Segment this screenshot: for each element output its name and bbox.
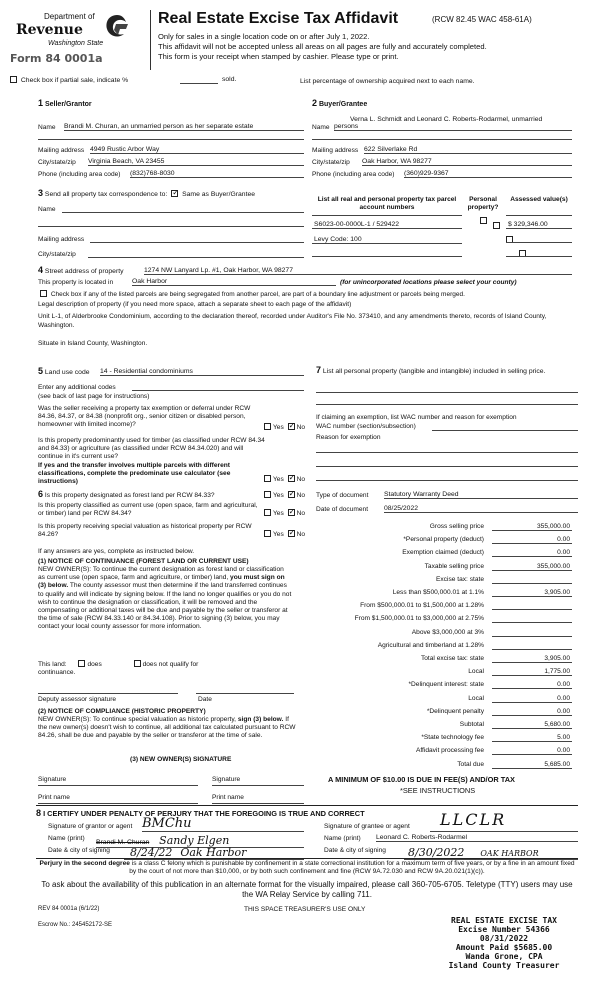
section5-num: 5 xyxy=(38,366,44,376)
grantor-date-label: Date & city of signing xyxy=(48,847,110,854)
partial-sale-percent-field[interactable] xyxy=(180,83,218,84)
new-owner-sig-field-1[interactable] xyxy=(38,785,198,786)
does-not-checkbox[interactable] xyxy=(134,660,141,667)
seller-mailing-label: Mailing address xyxy=(38,147,85,154)
tax-row-value[interactable]: 0.00 xyxy=(492,747,572,755)
current-use-yes-no xyxy=(262,509,305,517)
situate-text[interactable]: Situate in Island County, Washington. xyxy=(38,340,148,347)
doc-date-label: Date of document xyxy=(316,506,369,513)
new-owner-print-label-1: Print name xyxy=(38,794,70,801)
segregated-checkbox[interactable] xyxy=(40,290,47,297)
tax-row-label: Total due xyxy=(457,760,484,768)
tax-row xyxy=(318,734,572,745)
located-in-note: (for unincorporated locations please select your county) xyxy=(340,279,517,286)
seller-name-line2 xyxy=(38,139,304,140)
historic-question: Is this property receiving special valuation as historical property per RCW 84.26? xyxy=(38,523,252,539)
notice-compliance-title: (2) NOTICE OF COMPLIANCE (HISTORIC PROPERTY) xyxy=(38,708,206,715)
forest-no-label: No xyxy=(296,492,306,499)
dept-line3: Washington State xyxy=(48,40,104,47)
section6-num: 6 xyxy=(38,489,44,499)
tax-row xyxy=(318,576,572,587)
additional-codes-note: (see back of last page for instructions) xyxy=(38,393,150,400)
grantor-city: Oak Harbor xyxy=(180,846,247,859)
tax-row-label: From $500,000.01 to $1,500,000 at 1.28% xyxy=(360,602,484,610)
personal-property-line-1[interactable] xyxy=(316,392,578,393)
tax-row-value[interactable]: 5.00 xyxy=(492,734,572,742)
stamp-line6: Island County Treasurer xyxy=(448,961,560,970)
doc-date-field[interactable]: 08/25/2022 xyxy=(384,505,578,513)
continuance-label: continuance. xyxy=(38,669,76,676)
new-owner-print-field-2[interactable] xyxy=(212,803,304,804)
partial-sale-text-a: Check box if partial sale, indicate % xyxy=(20,77,129,84)
tax-row xyxy=(318,708,572,719)
tax-row-value[interactable] xyxy=(492,576,572,584)
tax-row-label: Gross selling price xyxy=(429,523,484,530)
buyer-city-field[interactable]: Oak Harbor, WA 98277 xyxy=(362,158,572,166)
timber-question: Is this property predominantly used for timber (as classified under RCW 84.34 and 84.33) or agriculture (as classified under RCW 84.34.020) and will continue in it's current use? xyxy=(38,437,265,461)
perjury-note xyxy=(36,860,578,876)
tax-row-value[interactable]: 5,680.00 xyxy=(492,721,572,729)
tax-row-value[interactable]: 0.00 xyxy=(492,549,572,557)
personal-property-line-2[interactable] xyxy=(316,404,578,405)
wac-number-label: WAC number (section/subsection) xyxy=(316,423,416,430)
buyer-mailing-label: Mailing address xyxy=(312,147,359,154)
new-owner-sig-label-2: Signature xyxy=(212,776,241,783)
assessed-value-field-2[interactable] xyxy=(506,242,572,243)
doc-type-label: Type of document xyxy=(316,492,369,499)
tax-row xyxy=(318,642,572,653)
tax-row-value[interactable]: 3,905.00 xyxy=(492,655,572,663)
certify-text: I CERTIFY UNDER PENALTY OF PERJURY THAT THE FOREGOING IS TRUE AND CORRECT xyxy=(43,809,365,818)
seller-phone-field[interactable]: (832)768-8030 xyxy=(130,170,304,178)
current-use-yes-checkbox[interactable] xyxy=(264,509,271,516)
timber-yes-no xyxy=(262,475,305,483)
tax-row xyxy=(318,589,572,600)
stamp-line5: Wanda Grone, CPA xyxy=(465,952,543,961)
dor-swirl-icon xyxy=(102,12,132,42)
legal-description-label: Legal description of property (if you need more space, attach a separate sheet to each page of the affidavit) xyxy=(38,301,352,308)
tax-row-label: Exemption claimed (deduct) xyxy=(402,549,484,557)
tax-row-label: Excise tax: state xyxy=(435,575,484,583)
tax-row-value[interactable]: 5,685.00 xyxy=(492,761,572,769)
forest-no-checkbox[interactable] xyxy=(288,491,295,498)
tax-row xyxy=(318,668,572,679)
timber-question-bold: If yes and the transfer involves multiple parcels with different classifications, complete the predominate use calculator (see instructions) xyxy=(38,462,231,486)
timber-no-label: No xyxy=(296,476,306,483)
reason-exemption-label: Reason for exemption xyxy=(316,434,381,441)
exemption-question: Was the seller receiving a property tax exemption or deferral under RCW 84.36, 84.37, or 84.38 (nonprofit org., senior citizen or disabled person, homeowner with limited income)? xyxy=(38,405,251,429)
buyer-name-label: Name xyxy=(312,124,330,131)
buyer-name-line3 xyxy=(312,139,572,140)
form-number: Form 84 0001a xyxy=(10,52,103,65)
does-not-label: does not qualify for xyxy=(142,661,199,668)
buyer-heading xyxy=(312,98,367,108)
deputy-date-line[interactable] xyxy=(196,693,294,694)
section3-city-field[interactable] xyxy=(88,257,304,258)
buyer-heading-text: Buyer/Grantee xyxy=(318,101,368,108)
tax-row-label: Affidavit processing fee xyxy=(415,747,484,755)
notice2-c: If the new owner(s) doesn't wish to continue, all additional tax calculated pursuant to RCW 84.26, shall be due and payable by the seller or transferor at the time of sale. xyxy=(38,716,296,740)
current-use-question: Is this property classified as current use (open space, farm and agricultural, or timber) land per RCW 84.34? xyxy=(38,502,258,518)
parcel-header: List all real and personal property tax parcel account numbers xyxy=(317,196,457,211)
tax-row-value[interactable]: 1,775.00 xyxy=(492,668,572,676)
seller-heading-text: Seller/Grantor xyxy=(44,101,92,108)
parcel-row-1-top xyxy=(312,215,462,216)
header-note-3: This form is your receipt when stamped by cashier. Please type or print. xyxy=(158,52,399,61)
tax-row-value[interactable]: 0.00 xyxy=(492,708,572,716)
tax-row-label: Taxable selling price xyxy=(424,562,484,570)
forest-yes-checkbox[interactable] xyxy=(264,491,271,498)
form-title: Real Estate Excise Tax Affidavit xyxy=(158,10,399,27)
grantor-date: 8/24/22 xyxy=(130,846,173,859)
timber-yes-label: Yes xyxy=(273,476,284,483)
assessed-value-field[interactable]: $ 329,346.00 xyxy=(506,221,572,229)
segregated-text: Check box if any of the listed parcels are being segregated from another parcel, are part of a boundary line adjustment or parcels being merged. xyxy=(50,291,465,298)
tax-row-value[interactable]: 0.00 xyxy=(492,695,572,703)
located-in-label: This property is located in xyxy=(38,279,114,286)
section3-text: Send all property tax correspondence to: xyxy=(44,191,168,198)
tax-row xyxy=(318,681,572,692)
notice-continuance-title: (1) NOTICE OF CONTINUANCE (FOREST LAND OR CURRENT USE) xyxy=(38,558,249,565)
exemption-no-label: No xyxy=(296,424,306,431)
forest-land-text: Is this property designated as forest land per RCW 84.33? xyxy=(44,492,215,499)
perjury-text: is a class C felony which is punishable by confinement in a state correctional institution for a maximum term of five years, or by a fine in an amount fixed by the court of not more than $10,000, or by both such confinement and fine (RCW 9A.72.030 and RCW 9A.20.021(1)(c)). xyxy=(129,860,575,876)
historic-yes-no xyxy=(262,530,305,538)
same-as-buyer-label: Same as Buyer/Grantee xyxy=(182,191,256,198)
current-use-no-label: No xyxy=(296,510,306,517)
grantor-sig-label: Signature of grantor or agent xyxy=(48,823,133,830)
personal-property-checkbox-1[interactable] xyxy=(493,222,500,229)
deputy-signature-label: Deputy assessor signature xyxy=(38,696,117,703)
notice1-c: The county assessor must then determine if the land transferred continues to qualify and will indicate by signing below. If the land no longer qualifies or you do not wish to continue the designation or classification, it will be removed and the compensating or additional taxes will be due and payable by the seller or transferor at the time of sale (RCW 84.33.140 or 84.34.108). Prior to signing (3) below, you may contact your local county assessor for more information. xyxy=(38,582,292,631)
tax-row xyxy=(318,629,572,640)
historic-yes-label: Yes xyxy=(273,531,284,538)
seller-city-label: City/state/zip xyxy=(38,159,76,166)
tax-row-value[interactable]: 3,905.00 xyxy=(492,589,572,597)
forest-yes-label: Yes xyxy=(273,492,284,499)
forest-land-question xyxy=(38,489,260,499)
tax-row-label: Subtotal xyxy=(459,721,484,728)
ownership-note: List percentage of ownership acquired next to each name. xyxy=(300,78,475,85)
land-use-field[interactable]: 14 - Residential condominiums xyxy=(100,368,304,376)
new-owner-signature-title: (3) NEW OWNER(S) SIGNATURE xyxy=(130,756,232,763)
alt-format-note: To ask about the availability of this publication in an alternate format for the visually impaired, please call 360-705-6705. Teletype (TTY) users may use the WA Relay Service by calling 711. xyxy=(41,880,573,899)
tax-row-label: Local xyxy=(468,668,484,676)
section4-num: 4 xyxy=(38,265,44,275)
tax-row-label: Total excise tax: state xyxy=(420,655,484,662)
buyer-name-line1[interactable]: Verna L. Schmidt and Leonard C. Roberts-Rodarmel, unmarried xyxy=(350,116,543,123)
section7-heading xyxy=(316,366,578,376)
exemption-yes-label: Yes xyxy=(273,424,284,431)
stamp-line3: 08/31/2022 xyxy=(479,934,529,943)
doc-type-field[interactable]: Statutory Warranty Deed xyxy=(384,491,578,499)
header-note-1: Only for sales in a single location code on or after July 1, 2022. xyxy=(158,32,370,41)
street-address-field[interactable]: 1274 NW Lanyard Lp. #1, Oak Harbor, WA 98277 xyxy=(144,267,572,275)
header-divider xyxy=(150,10,151,70)
buyer-name-line2[interactable]: persons xyxy=(334,123,572,131)
exemption-no-checkbox[interactable] xyxy=(288,423,295,430)
grantee-city: OAK HARBOR xyxy=(480,849,539,858)
additional-codes-label: Enter any additional codes xyxy=(38,384,116,391)
treasurer-receipt-stamp xyxy=(430,916,578,970)
stamp-line4: Amount Paid $5685.00 xyxy=(455,943,553,952)
parcel-number-field-3[interactable] xyxy=(312,256,462,257)
treasurer-use-label: THIS SPACE TREASURER'S USE ONLY xyxy=(244,906,366,913)
stamp-line2: Excise Number 54366 xyxy=(458,925,550,934)
tax-row-label: *State technology fee xyxy=(421,734,484,742)
personal-property-checkbox-1-top[interactable] xyxy=(480,217,487,224)
does-label: does xyxy=(87,661,102,668)
buyer-heading-num: 2 xyxy=(312,98,318,108)
new-owner-print-field-1[interactable] xyxy=(38,803,198,804)
claim-exemption-text: If claiming an exemption, list WAC number and reason for exemption xyxy=(316,414,517,421)
section4-street-row xyxy=(38,265,124,275)
tax-row xyxy=(318,602,572,613)
partial-sale-checkbox[interactable] xyxy=(10,76,17,83)
assessed-value-header: Assessed value(s) xyxy=(510,196,568,203)
minimum-fee-note: A MINIMUM OF $10.00 IS DUE IN FEE(S) AND/OR TAX xyxy=(328,775,515,784)
tax-row xyxy=(318,761,572,772)
section7-text: List all personal property (tangible and intangible) included in selling price. xyxy=(322,368,546,375)
new-owner-print-label-2: Print name xyxy=(212,794,244,801)
buyer-mailing-field[interactable]: 622 Silverlake Rd xyxy=(364,146,572,154)
historic-no-label: No xyxy=(296,531,306,538)
section3-name-field[interactable] xyxy=(62,212,304,213)
historic-yes-checkbox[interactable] xyxy=(264,530,271,537)
land-use-row xyxy=(38,366,90,376)
located-in-field[interactable]: Oak Harbor xyxy=(132,278,336,286)
additional-codes-field[interactable] xyxy=(132,390,304,391)
certify-heading xyxy=(36,808,365,818)
tax-row-value[interactable]: 355,000.00 xyxy=(492,523,572,531)
buyer-phone-label: Phone (including area code) xyxy=(312,171,395,178)
section3-heading xyxy=(38,188,255,198)
tax-row-label: From $1,500,000.01 to $3,000,000 at 2.75% xyxy=(354,615,484,623)
tax-row xyxy=(318,563,572,574)
notice-compliance-text xyxy=(38,716,296,741)
seller-heading xyxy=(38,98,92,108)
seller-phone-label: Phone (including area code) xyxy=(38,171,121,178)
section3-name-line2 xyxy=(38,226,304,227)
assessed-value-field-3[interactable] xyxy=(506,256,572,257)
section8-num: 8 xyxy=(36,808,42,818)
section3-name-label: Name xyxy=(38,206,56,213)
tax-row-value[interactable] xyxy=(492,615,572,623)
if-any-yes: If any answers are yes, complete as instructed below. xyxy=(38,548,195,555)
new-owner-sig-label-1: Signature xyxy=(38,776,67,783)
notice2-b: sign (3) below. xyxy=(237,716,284,723)
partial-sale-text-b: sold. xyxy=(222,76,237,83)
deputy-signature-line[interactable] xyxy=(38,693,178,694)
land-use-label: Land use code xyxy=(44,369,90,376)
tax-row-value[interactable] xyxy=(492,602,572,610)
seller-name-label: Name xyxy=(38,124,56,131)
section8-top-rule xyxy=(36,805,578,806)
grantor-name-printed: Brandi M. Churan xyxy=(96,839,150,846)
same-as-buyer-checkbox[interactable] xyxy=(171,190,178,197)
seller-mailing-field[interactable]: 4949 Rustic Arbor Way xyxy=(90,146,304,154)
tax-row xyxy=(318,695,572,706)
section3-mailing-label: Mailing address xyxy=(38,236,85,243)
section3-mailing-field[interactable] xyxy=(90,242,304,243)
grantor-sig-field[interactable] xyxy=(142,831,304,832)
grantee-name-label: Name (print) xyxy=(324,835,361,842)
tax-row xyxy=(318,523,572,534)
tax-row-label: Above $3,000,000 at 3% xyxy=(411,628,484,636)
header-note-2: This affidavit will not be accepted unless all areas on all pages are fully and accurately completed. xyxy=(158,42,487,51)
grantee-sig-label: Signature of grantee or agent xyxy=(324,823,410,830)
does-checkbox[interactable] xyxy=(78,660,85,667)
grantor-signature: BMChu xyxy=(142,816,192,831)
exemption-yes-no xyxy=(262,423,305,431)
tax-row-label: Less than $500,000.01 at 1.1% xyxy=(392,589,484,596)
exemption-yes-checkbox[interactable] xyxy=(264,423,271,430)
grantee-date-label: Date & city of signing xyxy=(324,847,386,854)
reason-line-3[interactable] xyxy=(316,480,578,481)
reason-line-1[interactable] xyxy=(316,452,578,453)
notice1-a: NEW OWNER(S): To continue the current designation as forest land or classification as current use (open space, farm and agriculture, or timber) land, xyxy=(38,566,284,582)
deputy-date-label: Date xyxy=(198,696,212,703)
escrow-number: Escrow No.: 245452172-SE xyxy=(38,922,113,928)
tax-row xyxy=(318,721,572,732)
dept-line2: Revenue xyxy=(16,22,83,38)
grantee-sig-field[interactable] xyxy=(430,831,578,832)
current-use-yes-label: Yes xyxy=(273,510,284,517)
tax-row-label: *Personal property (deduct) xyxy=(403,536,484,544)
notice-continuance-text xyxy=(38,566,292,632)
this-land-row xyxy=(38,660,298,668)
tax-row-value[interactable] xyxy=(492,642,572,650)
buyer-city-label: City/state/zip xyxy=(312,159,350,166)
perjury-bold: Perjury in the second degree xyxy=(39,860,130,867)
tax-row-label: Agricultural and timberland at 1.28% xyxy=(377,641,484,649)
this-land-label: This land: xyxy=(38,661,67,668)
tax-row-label: *Delinquent penalty xyxy=(426,707,484,715)
grantee-signature: LLCLR xyxy=(440,810,507,829)
grantor-name-label: Name (print) xyxy=(48,835,85,842)
parcel-number-field[interactable]: S6023-00-0000L-1 / 529422 xyxy=(312,221,462,229)
grantee-date: 8/30/2022 xyxy=(408,846,465,859)
section3-num: 3 xyxy=(38,188,44,198)
tax-row-value[interactable] xyxy=(492,629,572,637)
tax-row-value[interactable]: 0.00 xyxy=(492,536,572,544)
partial-sale-row xyxy=(8,76,237,84)
grantor-name-handwritten: Sandy Elgen xyxy=(159,834,230,847)
timber-no-checkbox[interactable] xyxy=(288,475,295,482)
stamp-line1: REAL ESTATE EXCISE TAX xyxy=(451,916,557,925)
assessed-row-1-top xyxy=(506,215,572,216)
seller-name-field[interactable]: Brandi M. Churan, an unmarried person as her separate estate xyxy=(64,123,304,131)
section3-city-label: City/state/zip xyxy=(38,251,76,258)
buyer-phone-field[interactable]: (360)929-9367 xyxy=(404,170,572,178)
tax-row xyxy=(318,655,572,666)
segregated-row xyxy=(38,290,578,298)
grantee-name-field[interactable]: Leonard C. Roberts-Rodarmel xyxy=(376,834,578,842)
levy-code-field[interactable]: Levy Code: 100 xyxy=(312,236,462,244)
notice1-b: you must sign on (3) below. xyxy=(38,574,285,590)
reason-line-2[interactable] xyxy=(316,466,578,467)
tax-row-label: *Delinquent interest: state xyxy=(408,681,484,689)
historic-no-checkbox[interactable] xyxy=(288,530,295,537)
footer-rule xyxy=(36,858,578,859)
revision-label: REV 84 0001a (6/1/22) xyxy=(38,906,100,912)
legal-description-text[interactable]: Unit L-1, of Alderbrooke Condominium, according to the declaration thereof, recorded under Auditor's File No. 373410, and any amendments thereto, records of Island County, Washington. xyxy=(38,313,547,329)
tax-row-value[interactable]: 0.00 xyxy=(492,681,572,689)
timber-yes-checkbox[interactable] xyxy=(264,475,271,482)
current-use-no-checkbox[interactable] xyxy=(288,509,295,516)
wac-number-field[interactable] xyxy=(432,430,578,431)
rcw-reference: (RCW 82.45 WAC 458-61A) xyxy=(432,15,532,24)
new-owner-sig-field-2[interactable] xyxy=(212,785,304,786)
see-instructions-note: *SEE INSTRUCTIONS xyxy=(400,786,476,795)
personal-property-header: Personal property? xyxy=(467,196,499,211)
seller-city-field[interactable]: Virginia Beach, VA 23455 xyxy=(88,158,304,166)
tax-row xyxy=(318,536,572,547)
seller-heading-num: 1 xyxy=(38,98,44,108)
tax-row xyxy=(318,615,572,626)
street-address-label: Street address of property xyxy=(44,268,124,275)
notice2-a: NEW OWNER(S): To continue special valuation as historic property, xyxy=(38,716,238,723)
tax-row-label: Local xyxy=(468,694,484,702)
section7-num: 7 xyxy=(316,365,322,375)
dept-line1: Department of xyxy=(44,12,95,21)
tax-row xyxy=(318,549,572,560)
forest-yes-no xyxy=(262,491,305,499)
tax-row xyxy=(318,747,572,758)
tax-row-value[interactable]: 355,000.00 xyxy=(492,563,572,571)
